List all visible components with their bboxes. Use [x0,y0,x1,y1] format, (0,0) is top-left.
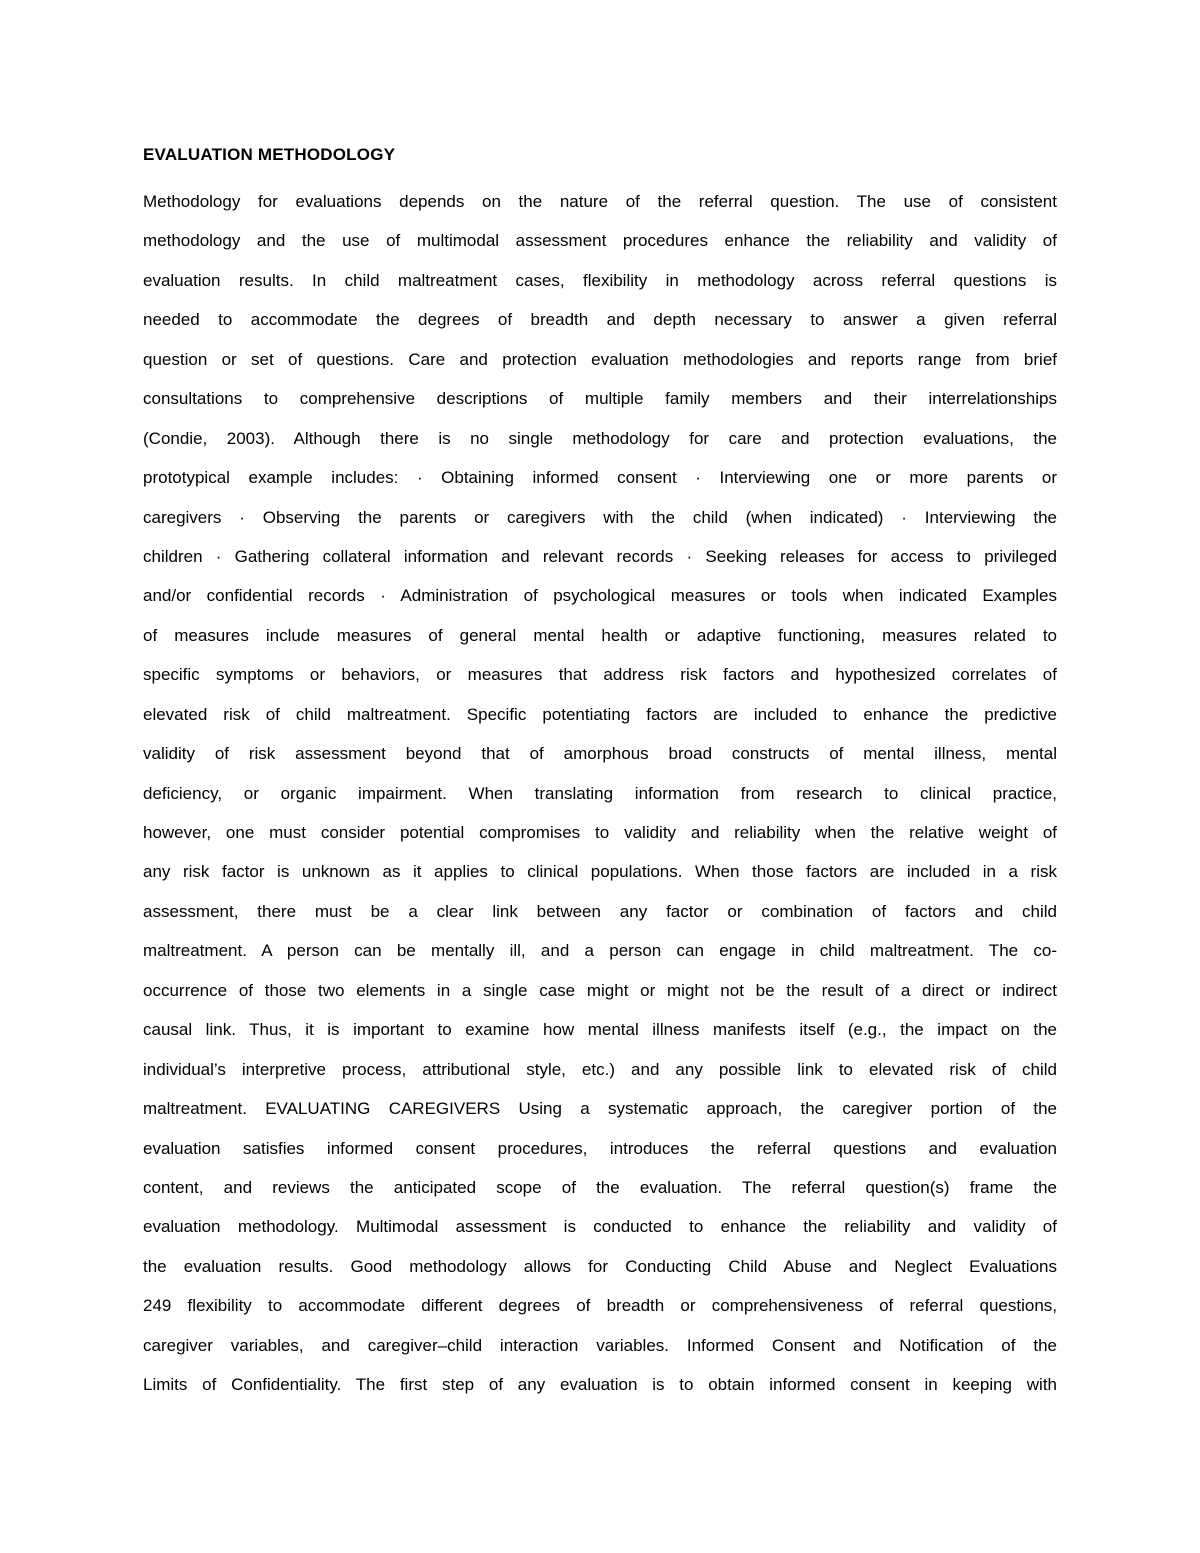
body-text-line: content, and reviews the anticipated scope of the evaluation. The referral question(s) frame the [143,1177,1057,1197]
body-text-line: needed to accommodate the degrees of breadth and depth necessary to answer a given referral [143,310,1057,330]
body-text-line: assessment, there must be a clear link between any factor or combination of factors and child [143,901,1057,921]
body-text-line: of measures include measures of general mental health or adaptive functioning, measures related to [143,625,1057,645]
body-text-line: Limits of Confidentiality. The first step of any evaluation is to obtain informed consent in keeping with [143,1375,1057,1395]
body-text-line: caregivers · Observing the parents or caregivers with the child (when indicated) · Interviewing the [143,507,1057,527]
body-text-line: (Condie, 2003). Although there is no single methodology for care and protection evaluations, the [143,428,1057,448]
body-text-line: caregiver variables, and caregiver–child interaction variables. Informed Consent and Notification of the [143,1335,1057,1355]
body-text-line: occurrence of those two elements in a single case might or might not be the result of a direct or indirect [143,980,1057,1000]
document-title: EVALUATION METHODOLOGY [143,145,396,164]
body-text-line: deficiency, or organic impairment. When translating information from research to clinical practice, [143,783,1057,803]
body-text-line: however, one must consider potential compromises to validity and reliability when the relative weight of [143,823,1057,842]
body-text-line: maltreatment. A person can be mentally ill, and a person can engage in child maltreatment. The co- [143,941,1057,961]
body-text-line: Methodology for evaluations depends on the nature of the referral question. The use of consistent [143,192,1057,211]
body-text-line: prototypical example includes: · Obtaining informed consent · Interviewing one or more parents or [143,468,1057,488]
body-text-line: validity of risk assessment beyond that of amorphous broad constructs of mental illness, mental [143,744,1057,764]
document-body [143,182,1057,1405]
body-text-line: any risk factor is unknown as it applies to clinical populations. When those factors are included in a risk [143,862,1057,882]
body-text-line: and/or confidential records · Administration of psychological measures or tools when indicated Examples [143,586,1057,606]
body-text-line: question or set of questions. Care and protection evaluation methodologies and reports range from brief [143,349,1057,369]
body-text-line: individual’s interpretive process, attributional style, etc.) and any possible link to elevated risk of child [143,1059,1057,1079]
body-text-line: evaluation methodology. Multimodal assessment is conducted to enhance the reliability and validity of [143,1217,1057,1237]
body-text-line: the evaluation results. Good methodology allows for Conducting Child Abuse and Neglect Evaluations [143,1256,1057,1276]
body-text-line: methodology and the use of multimodal assessment procedures enhance the reliability and validity of [143,231,1057,251]
body-text-line: consultations to comprehensive descriptions of multiple family members and their interrelationships [143,389,1057,409]
body-text-line: children · Gathering collateral information and relevant records · Seeking releases for access to privileged [143,546,1057,566]
body-text-line: elevated risk of child maltreatment. Specific potentiating factors are included to enhance the predictive [143,704,1057,724]
body-text-line: evaluation satisfies informed consent procedures, introduces the referral questions and evaluation [143,1138,1057,1158]
body-text-line: causal link. Thus, it is important to examine how mental illness manifests itself (e.g., the impact on the [143,1020,1057,1040]
body-text-line: maltreatment. EVALUATING CAREGIVERS Using a systematic approach, the caregiver portion of the [143,1099,1057,1119]
body-text-line: 249 flexibility to accommodate different degrees of breadth or comprehensiveness of referral questions, [143,1296,1057,1316]
body-text-line: evaluation results. In child maltreatment cases, flexibility in methodology across referral questions is [143,270,1057,290]
body-text-line: specific symptoms or behaviors, or measures that address risk factors and hypothesized correlates of [143,665,1057,685]
